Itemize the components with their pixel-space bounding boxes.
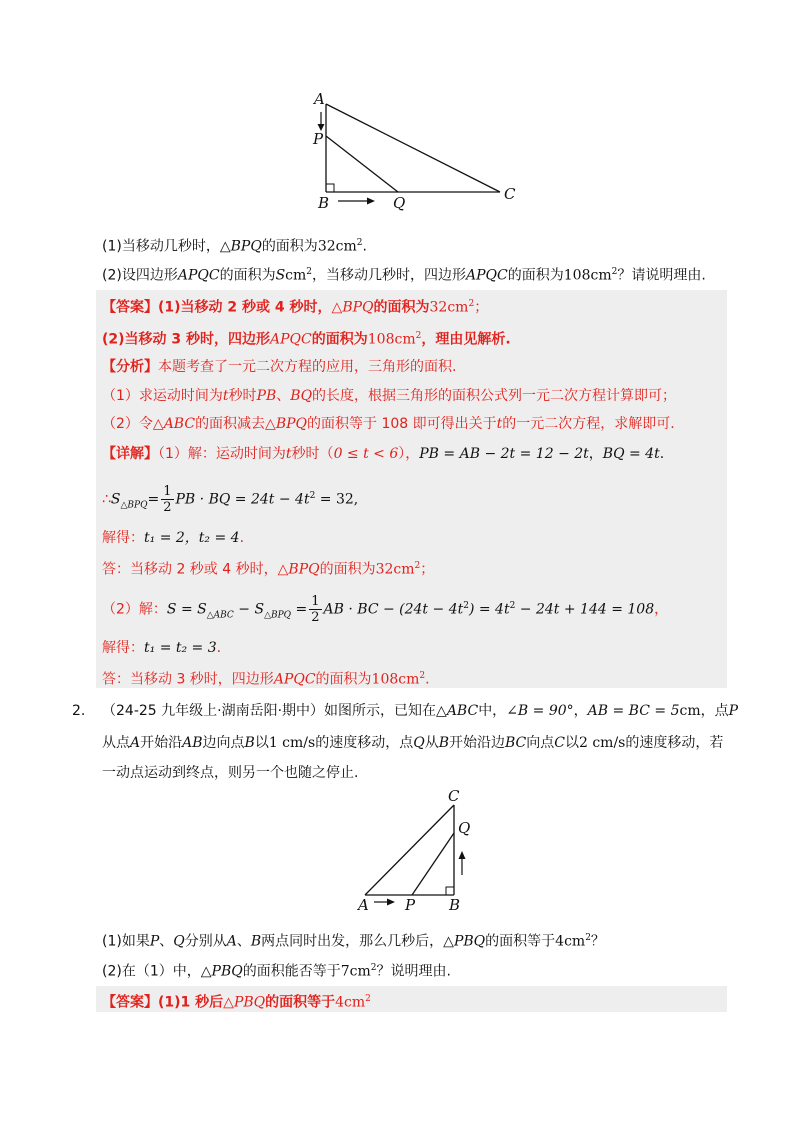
a1-analysis-1: （1）求运动时间为t秒时PB、BQ的长度，根据三角形的面积公式列一元二次方程计算即可；: [102, 388, 677, 404]
label-q: Q: [393, 194, 406, 212]
label-b: B: [318, 194, 330, 212]
label-c-2: C: [448, 787, 460, 805]
q2-line3: 一动点运动到终点，则另一个也随之停止.: [102, 765, 359, 781]
a1-solve-1: 解得：t₁ = 2，t₂ = 4.: [102, 530, 245, 546]
a1-area-eq: $\therefore S_{\triangle BPQ}=$ $\frac{1}{2}$ PB · BQ = $24t - 4t^2 = 32$,: [102, 484, 359, 516]
a1-answer-1: 【答案】(1)当移动 2 秒或 4 秒时，△BPQ的面积为$32cm^2$；: [102, 299, 489, 316]
label-b-2: B: [449, 896, 461, 914]
label-p: P: [313, 130, 324, 148]
segment-ac: [326, 104, 500, 192]
q2-answer: 【答案】(1)1 秒后△PBQ的面积等于$4cm^2$: [102, 994, 371, 1011]
q2-part2: (2)在（1）中，△PBQ的面积能否等于$7cm^2$？说明理由.: [102, 963, 451, 980]
a1-solve-2: 解得：t₁ = t₂ = 3.: [102, 640, 222, 656]
fraction-half: $\frac{1}{2}$: [163, 484, 172, 516]
a1-conclusion-1: 答：当移动 2 秒或 4 秒时，△BPQ的面积为$32cm^2$；: [102, 561, 435, 578]
a1-analysis: 【分析】本题考查了一元二次方程的应用，三角形的面积.: [102, 359, 457, 375]
q2-part1: (1)如果P、Q分别从A、B两点同时出发，那么几秒后，△PBQ的面积等于$4cm^2$？: [102, 933, 605, 950]
label-q-2: Q: [458, 819, 471, 837]
arrow-right-head: [367, 198, 375, 205]
q2-line2: 从点A开始沿AB边向点B以1 cm/s的速度移动，点Q从B开始沿边BC向点C以2 cm/s的速度移动，若: [102, 735, 724, 751]
arrow-right-head-2: [387, 899, 395, 906]
label-a-2: A: [358, 896, 369, 914]
label-a: A: [314, 90, 325, 108]
a1-answer-2: (2)当移动 3 秒时，四边形APQC的面积为$108cm^2$，理由见解析.: [102, 331, 511, 348]
segment-pq: [326, 136, 398, 192]
a1-detail-2: （2）解：$S = S_{\triangle ABC} - S_{\triangle BPQ}$ = $\frac{1}{2}$ AB · BC − $(24t - 4t^2) = 4t^2 - 24t + 144 = 108$，: [102, 594, 669, 626]
a1-analysis-2: （2）令△ABC的面积减去△BPQ的面积等于 108 即可得出关于t的一元二次方程，求解即可.: [102, 416, 675, 432]
segment-ac-2: [365, 805, 454, 895]
figure-triangle-pbq: [350, 785, 490, 915]
q2-line1: （24-25 九年级上·湖南岳阳·期中）如图所示，已知在△ABC中，∠B = 90°，AB = BC = 5cm，点P: [102, 703, 739, 719]
a1-conclusion-2: 答：当移动 3 秒时，四边形APQC的面积为$108cm^2$.: [102, 671, 430, 688]
right-angle-mark: [326, 184, 334, 192]
label-p-2: P: [405, 896, 416, 914]
q1-part1: (1)当移动几秒时，△BPQ的面积为$32cm^2$.: [102, 238, 367, 255]
arrow-up-head: [459, 851, 466, 859]
label-c: C: [504, 185, 516, 203]
segment-pq-2: [412, 833, 454, 895]
fraction-half-2: $\frac{1}{2}$: [311, 594, 320, 626]
a1-detail-1: 【详解】（1）解：运动时间为t秒时（0 ≤ t < 6），PB = AB − 2t = 12 − 2t，BQ = 4t.: [102, 446, 665, 462]
q2-number: 2.: [72, 703, 86, 719]
q1-part2: (2)设四边形APQC的面积为Scm$^2$，当移动几秒时，四边形APQC的面积为$108cm^2$？请说明理由.: [102, 267, 706, 284]
right-angle-mark-2: [446, 887, 454, 895]
figure-triangle-apqc: [300, 88, 540, 213]
